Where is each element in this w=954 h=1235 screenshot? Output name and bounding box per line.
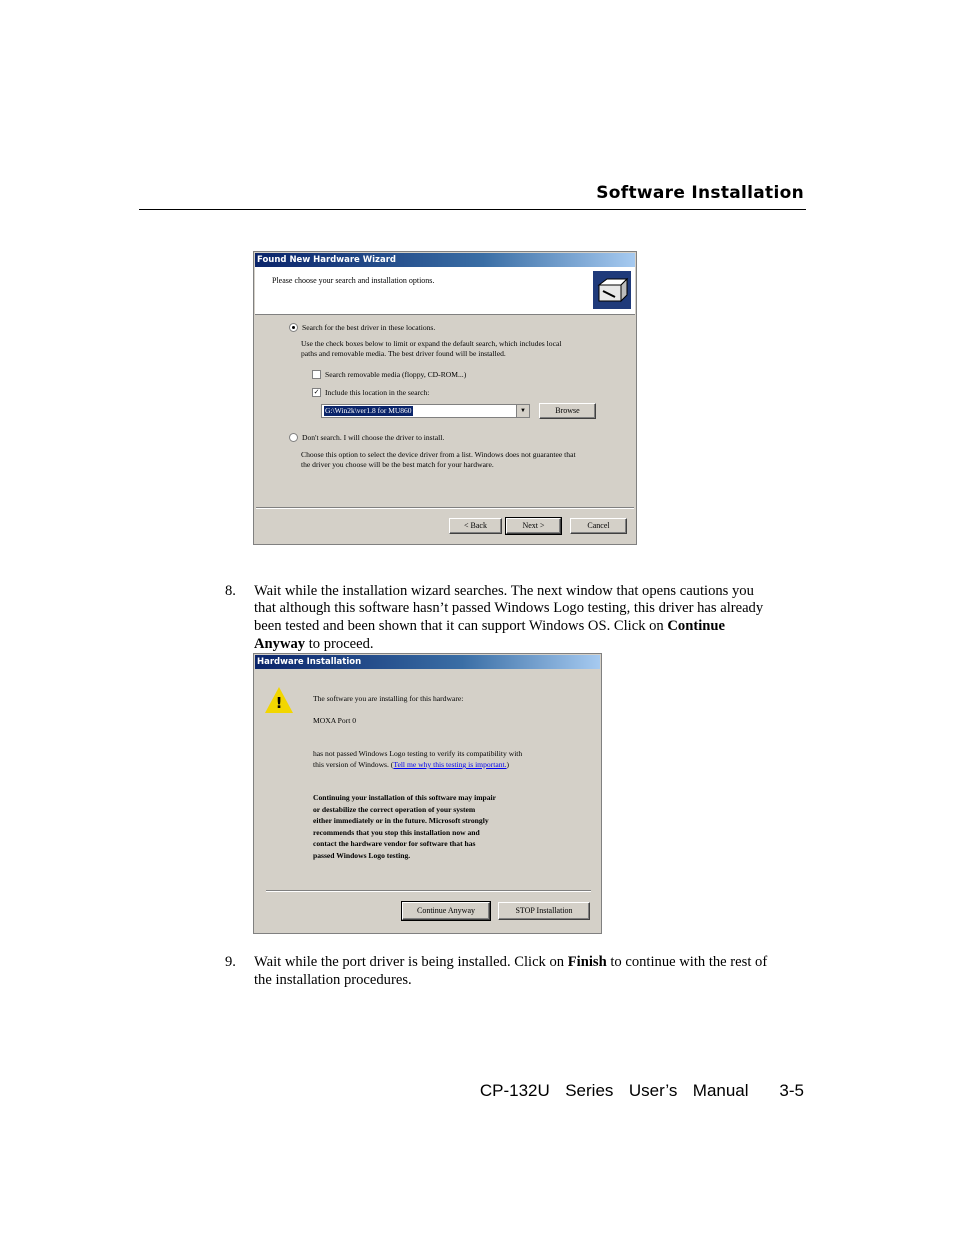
- step-8-line-3-text: been tested and been shown that it can support Windows OS. Click on: [254, 618, 668, 634]
- option1-description-1: Use the check boxes below to limit or expand the default search, which includes local: [301, 339, 562, 348]
- page-footer: CP-132U Series User’s Manual 3-5: [479, 1081, 804, 1100]
- step-8-line-1: Wait while the installation wizard searches. The next window that opens cautions you: [254, 583, 754, 599]
- step-8-line-4-text: to proceed.: [305, 636, 374, 652]
- step-9-line-2: the installation procedures.: [254, 972, 412, 988]
- hardware-wizard-icon: [593, 271, 631, 309]
- not-passed-line-1: has not passed Windows Logo testing to verify its compatibility with: [313, 749, 523, 758]
- option2-description-2: the driver you choose will be the best match for your hardware.: [301, 460, 494, 469]
- step-9-line-1-tail: to continue with the rest of: [606, 954, 768, 970]
- search-best-driver-radio[interactable]: [289, 323, 298, 332]
- browse-button[interactable]: Browse: [539, 403, 596, 419]
- wizard-titlebar: Found New Hardware Wizard: [255, 253, 635, 267]
- why-testing-important-link[interactable]: Tell me why this testing is important.: [393, 760, 507, 769]
- location-path-combobox[interactable]: [321, 404, 530, 418]
- cancel-button[interactable]: Cancel: [570, 518, 627, 534]
- step-9-number: 9.: [225, 954, 236, 970]
- dont-search-label: Don't search. I will choose the driver to install.: [302, 433, 445, 442]
- hardware-dialog-separator: [266, 890, 591, 892]
- search-best-driver-label: Search for the best driver in these locations.: [302, 323, 436, 332]
- include-location-label: Include this location in the search:: [325, 388, 430, 397]
- continue-anyway-button[interactable]: Continue Anyway: [402, 902, 490, 920]
- section-title: Software Installation: [596, 183, 804, 203]
- warning-line-6: passed Windows Logo testing.: [313, 851, 411, 860]
- step-8-number: 8.: [225, 583, 236, 599]
- wizard-separator: [256, 507, 634, 509]
- anyway-emphasis: Anyway: [254, 636, 306, 652]
- stop-installation-button[interactable]: STOP Installation: [498, 902, 590, 920]
- software-intro: The software you are installing for this hardware:: [313, 694, 464, 703]
- step-8-line-2: that although this software hasn’t passed Windows Logo testing, this driver has already: [254, 600, 764, 616]
- wizard-dialog: [253, 251, 637, 545]
- option2-description-1: Choose this option to select the device driver from a list. Windows does not guarantee that: [301, 450, 576, 459]
- step-9-line-1: [254, 953, 767, 971]
- next-button[interactable]: Next >: [506, 518, 561, 534]
- device-name: MOXA Port 0: [313, 716, 357, 725]
- warning-exclamation-icon: !: [275, 694, 283, 712]
- not-passed-line-2-close: ): [506, 760, 510, 769]
- wizard-heading: Please choose your search and installation options.: [272, 276, 435, 285]
- dropdown-arrow-icon[interactable]: ▼: [516, 405, 529, 417]
- not-passed-line-2-text: this version of Windows. (: [313, 760, 394, 769]
- hardware-installation-titlebar: Hardware Installation: [255, 655, 600, 669]
- header-rule: [139, 209, 806, 210]
- dont-search-radio[interactable]: [289, 433, 298, 442]
- continue-emphasis: Continue: [667, 618, 725, 634]
- removable-media-checkbox[interactable]: [312, 370, 321, 379]
- warning-line-3: either immediately or in the future. Microsoft strongly: [313, 816, 489, 825]
- step-8-line-4: [254, 635, 374, 653]
- warning-line-2: or destabilize the correct operation of your system: [313, 805, 476, 814]
- not-passed-line-2: [313, 760, 509, 770]
- wizard-header-panel: [255, 267, 635, 315]
- back-button[interactable]: < Back: [449, 518, 502, 534]
- option1-description-2: paths and removable media. The best driver found will be installed.: [301, 349, 506, 358]
- location-path-value: G:\Win2k\ver1.8 for MU860: [325, 406, 412, 415]
- removable-media-label: Search removable media (floppy, CD-ROM...): [325, 370, 467, 379]
- warning-line-4: recommends that you stop this installation now and: [313, 828, 480, 837]
- include-location-checkbox[interactable]: ✓: [313, 388, 320, 396]
- warning-line-1: Continuing your installation of this software may impair: [313, 793, 497, 802]
- step-8-line-3: [254, 617, 725, 635]
- warning-line-5: contact the hardware vendor for software that has: [313, 839, 476, 848]
- finish-emphasis: Finish: [567, 954, 607, 970]
- step-9-line-1-text: Wait while the port driver is being installed. Click on: [254, 954, 568, 970]
